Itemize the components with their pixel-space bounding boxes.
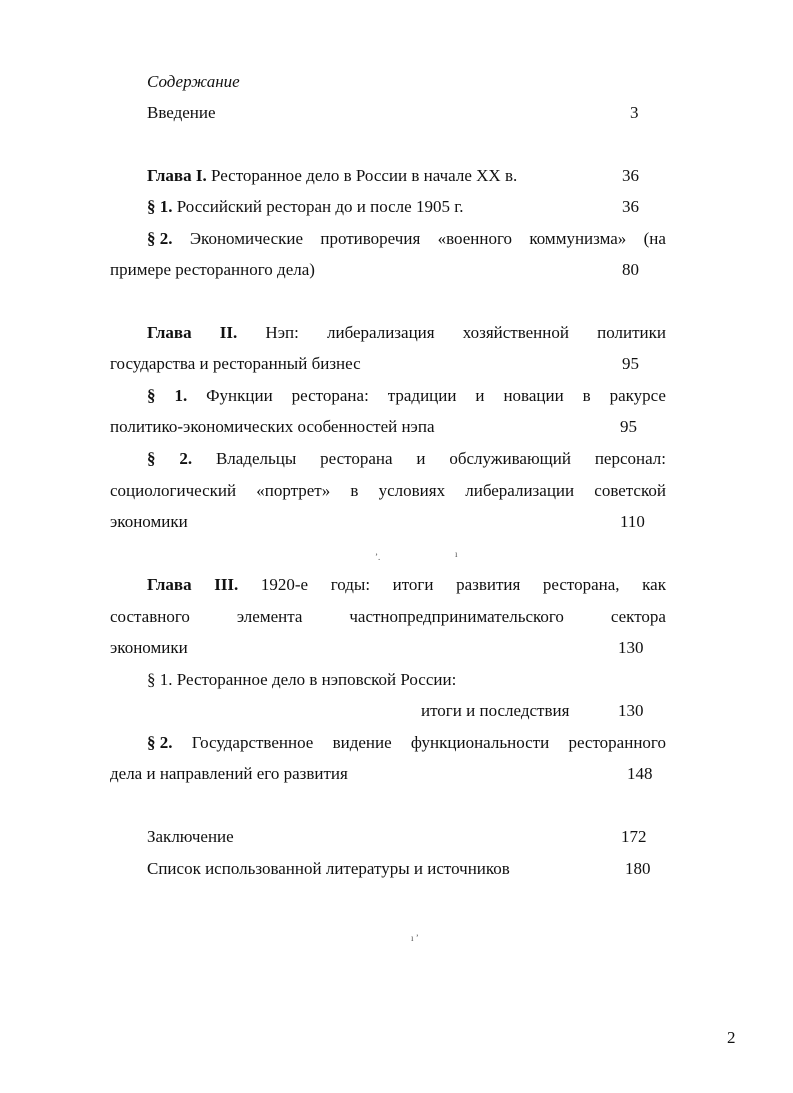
toc-word: либерализации — [465, 481, 575, 500]
toc-word: обслуживающий — [449, 449, 571, 468]
toc-ch2-line2: государства и ресторанный бизнес — [110, 354, 361, 373]
toc-ch1-s2-page: 80 — [622, 260, 639, 279]
toc-word: II. — [219, 323, 238, 342]
toc-ch1-s1-page: 36 — [622, 197, 639, 216]
toc-word: § 2. — [147, 229, 173, 248]
toc-word: § — [147, 386, 156, 405]
toc-word: 2. — [179, 449, 193, 468]
toc-ch3-s2-page: 148 — [627, 764, 653, 783]
scan-speck: ı ʼ — [411, 933, 419, 943]
toc-ch2-s2-page: 110 — [620, 512, 645, 531]
toc-word: частнопредпринимательского — [349, 607, 564, 626]
toc-word: советской — [594, 481, 666, 500]
toc-word: Государственное — [191, 733, 314, 752]
toc-ch3-page: 130 — [618, 638, 644, 657]
toc-conclusion-page: 172 — [621, 827, 647, 846]
toc-ch3-s2-line1 — [147, 733, 666, 753]
toc-word: «портрет» — [256, 481, 331, 500]
toc-word: § — [147, 449, 156, 468]
toc-word: составного — [110, 607, 190, 626]
toc-intro-page: 3 — [630, 103, 639, 122]
toc-word: и — [416, 449, 426, 468]
toc-word: 1920-е — [260, 575, 309, 594]
toc-ch3-line2 — [110, 607, 666, 627]
toc-word: годы: — [330, 575, 371, 594]
toc-ch1-page: 36 — [622, 166, 639, 185]
toc-ch1-s2-line1 — [147, 229, 666, 249]
toc-word: «военного — [437, 229, 513, 248]
toc-word: Экономические — [189, 229, 304, 248]
toc-ch1-s2-line2: примере ресторанного дела) — [110, 260, 315, 279]
scan-speck: ʼ. — [375, 552, 381, 562]
toc-word: условиях — [378, 481, 446, 500]
toc-word: Глава — [147, 575, 192, 594]
toc-word: как — [642, 575, 666, 594]
toc-ch2-line1 — [147, 323, 666, 343]
toc-ch3-s1-line2: итоги и последствия — [421, 701, 570, 720]
toc-ch2-s2-line1 — [147, 449, 666, 469]
toc-word: ресторана, — [542, 575, 620, 594]
toc-word: Глава — [147, 323, 192, 342]
toc-ch2-s2-line2 — [110, 481, 666, 501]
toc-word: либерализация — [326, 323, 435, 342]
toc-references-page: 180 — [625, 859, 651, 878]
toc-word: развития — [456, 575, 521, 594]
toc-ch1-rest: Ресторанное дело в России в начале XX в. — [206, 166, 518, 185]
toc-word: ракурсе — [609, 386, 666, 405]
page-number: 2 — [727, 1028, 736, 1047]
toc-word: Функции — [206, 386, 273, 405]
toc-word: функциональности — [410, 733, 550, 752]
toc-word: традиции — [387, 386, 457, 405]
toc-word: хозяйственной — [462, 323, 569, 342]
toc-word: Владельцы — [215, 449, 297, 468]
toc-ch1-heading — [147, 166, 517, 186]
toc-word: (на — [643, 229, 666, 248]
toc-word: коммунизма» — [529, 229, 627, 248]
toc-ch3-s1-page: 130 — [618, 701, 644, 720]
toc-ch1-bold: Глава I. — [147, 166, 207, 185]
toc-ch2-s1-page: 95 — [620, 417, 637, 436]
toc-ch1-s1-rest: Российский ресторан до и после 1905 г. — [172, 197, 464, 216]
toc-word: § 2. — [147, 733, 173, 752]
toc-word: III. — [214, 575, 239, 594]
toc-word: 1. — [174, 386, 188, 405]
toc-ch3-s1-line1: § 1. Ресторанное дело в нэповской России: — [147, 670, 457, 689]
toc-word: противоречия — [320, 229, 421, 248]
toc-word: ресторана — [320, 449, 393, 468]
toc-word: в — [582, 386, 591, 405]
toc-ch3-line3: экономики — [110, 638, 188, 657]
toc-word: итоги — [392, 575, 434, 594]
toc-ch2-s1-line1 — [147, 386, 666, 406]
toc-word: социологический — [110, 481, 237, 500]
toc-word: и — [475, 386, 485, 405]
toc-ch1-s1 — [147, 197, 464, 217]
toc-word: политики — [597, 323, 666, 342]
toc-ch1-s1-bold: § 1. — [147, 197, 173, 216]
toc-ch2-s2-line3: экономики — [110, 512, 188, 531]
toc-ch2-s1-line2: политико-экономических особенностей нэпа — [110, 417, 435, 436]
toc-word: ресторанного — [568, 733, 666, 752]
toc-word: элемента — [236, 607, 303, 626]
toc-ch3-line1 — [147, 575, 666, 595]
toc-ch3-s2-line2: дела и направлений его развития — [110, 764, 348, 783]
toc-references-label: Список использованной литературы и источников — [147, 859, 510, 878]
toc-word: ресторана: — [291, 386, 369, 405]
toc-word: видение — [332, 733, 392, 752]
toc-word: Нэп: — [265, 323, 299, 342]
toc-title: Содержание — [147, 72, 240, 91]
toc-ch2-page: 95 — [622, 354, 639, 373]
toc-word: сектора — [610, 607, 666, 626]
toc-word: в — [350, 481, 359, 500]
toc-intro-label: Введение — [147, 103, 216, 122]
toc-conclusion-label: Заключение — [147, 827, 234, 846]
toc-word: персонал: — [594, 449, 666, 468]
scan-speck: ı — [455, 549, 458, 559]
toc-word: новации — [503, 386, 564, 405]
